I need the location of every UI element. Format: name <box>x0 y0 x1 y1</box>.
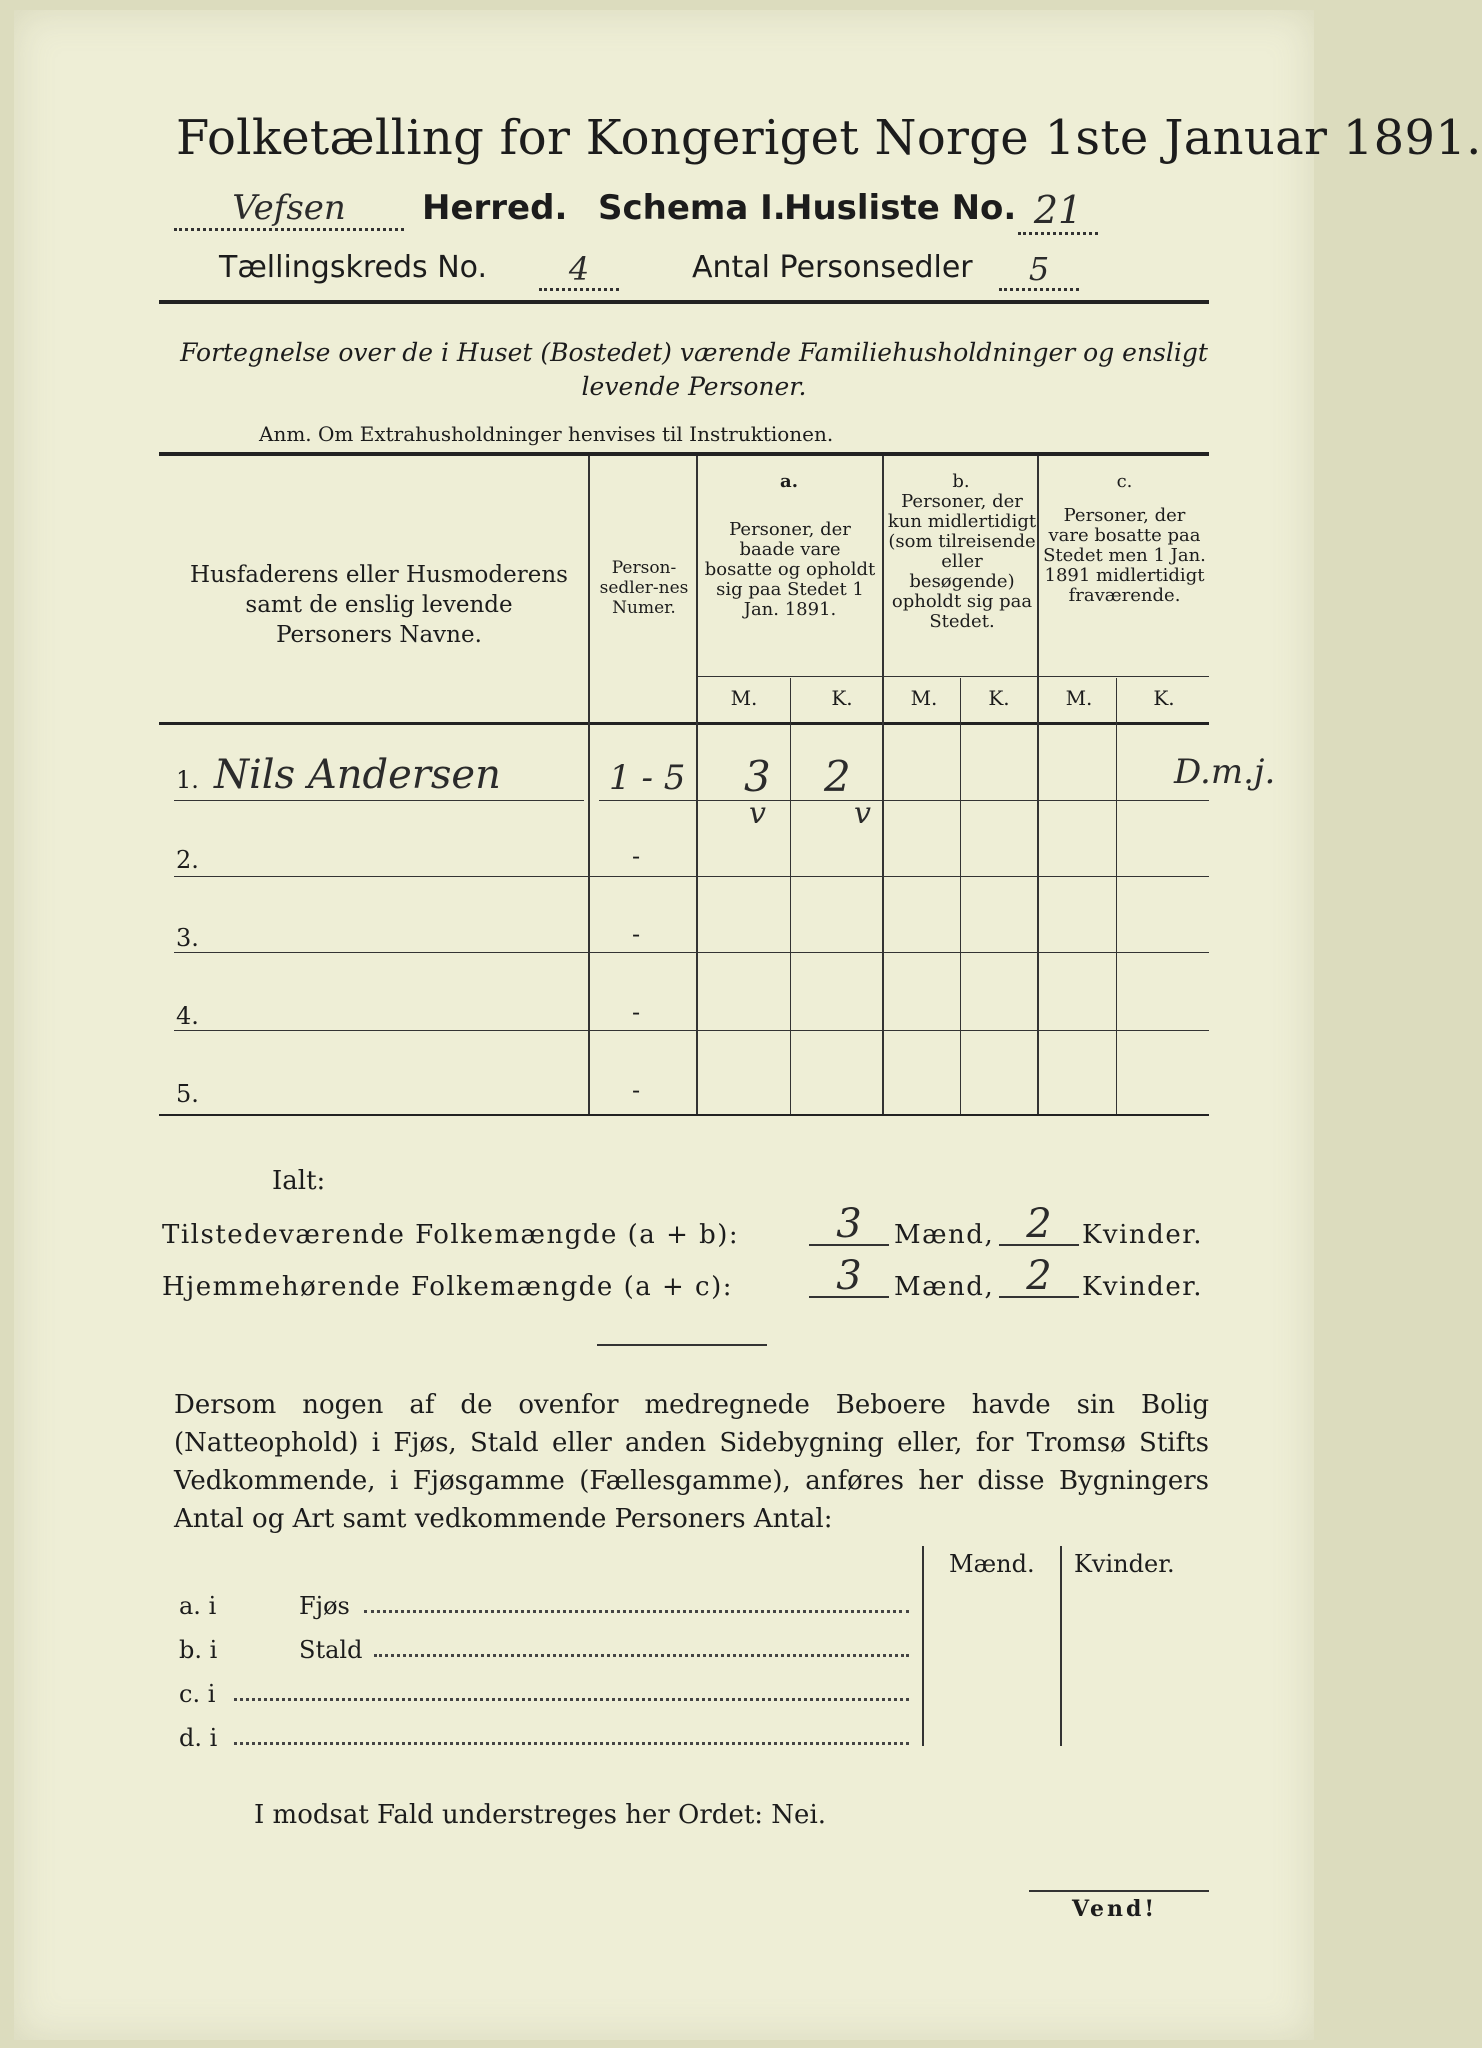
building-name: Stald <box>299 1636 363 1664</box>
row-line <box>174 1030 1209 1031</box>
hjemme-kvinder: Kvinder. <box>1082 1272 1204 1302</box>
mk-divider <box>960 678 961 1116</box>
row-personsedler: - <box>632 920 641 948</box>
row-a-m-check: v <box>749 796 766 831</box>
building-letter: d. i <box>179 1724 218 1752</box>
building-dots <box>234 1742 909 1745</box>
herred-value: Vefsen <box>174 188 404 231</box>
mk-rule <box>697 676 1209 677</box>
row-personsedler: - <box>632 998 641 1026</box>
husliste-label: Husliste No. <box>784 188 1017 228</box>
row-a-k: 2 <box>824 752 851 801</box>
kreds-value: 4 <box>539 250 619 291</box>
table-bottom-rule <box>159 1114 1209 1116</box>
header-b-k: K. <box>988 686 1010 710</box>
mk-divider <box>790 678 791 1116</box>
row-personsedler: - <box>632 1076 641 1104</box>
section-divider <box>597 1344 767 1346</box>
margin-note: D.m.j. <box>1174 752 1276 792</box>
building-col-divider <box>922 1546 924 1746</box>
anm-note: Anm. Om Extrahusholdninger henvises til Instruktionen. <box>259 422 834 446</box>
building-dots <box>364 1610 909 1613</box>
row-line <box>174 800 584 801</box>
herred-label: Herred. <box>422 188 568 228</box>
row-number: 2. <box>176 846 199 874</box>
census-form <box>14 10 1482 2040</box>
vend-rule <box>1029 1890 1209 1892</box>
row-a-m: 3 <box>744 752 771 801</box>
row-number: 4. <box>176 1002 199 1030</box>
antal-value: 5 <box>999 250 1079 291</box>
col-divider <box>588 456 590 1116</box>
schema-label: Schema I. <box>598 188 786 228</box>
header-personsedler: Person-sedler-nes Numer. <box>599 558 689 618</box>
col-divider <box>882 456 884 1116</box>
vend-label: Vend! <box>1072 1896 1158 1922</box>
tilstede-label: Tilstedeværende Folkemængde (a + b): <box>162 1220 740 1250</box>
header-c: Personer, der vare bosatte paa Stedet men 1 Jan. 1891 midlertidigt fraværende. <box>1043 505 1206 606</box>
row-number: 1. <box>176 766 199 794</box>
tilstede-kvinder: Kvinder. <box>1082 1220 1204 1250</box>
kvinder-header: Kvinder. <box>1074 1550 1175 1578</box>
header-b-m: M. <box>910 686 938 710</box>
kreds-label: Tællingskreds No. <box>219 250 487 285</box>
mk-divider <box>1116 678 1117 1116</box>
header-a-letter: a. <box>780 471 798 492</box>
tilstede-m: 3 <box>809 1204 889 1246</box>
building-dots <box>374 1654 909 1657</box>
header-name: Husfaderens eller Husmoderens samt de enslig levende Personers Navne. <box>190 562 568 648</box>
header-c-m: M. <box>1065 686 1093 710</box>
hjemme-k: 2 <box>999 1256 1079 1298</box>
row-name: Nils Andersen <box>214 752 501 798</box>
building-paragraph: Dersom nogen af de ovenfor medregnede Beboere havde sin Bolig (Natteophold) i Fjøs, Stald eller anden Sidebygning eller, for Tromsø Stifts Vedkommende, i Fjøsgamme (Fællesgamme), anføres her disse Bygningers Antal og Art samt vedkommende Personers Antal: <box>174 1390 1209 1534</box>
ialt-label: Ialt: <box>272 1166 326 1196</box>
building-letter: c. i <box>179 1680 216 1708</box>
tilstede-k: 2 <box>999 1204 1079 1246</box>
header-a-k: K. <box>831 686 853 710</box>
husliste-value: 21 <box>1018 188 1098 235</box>
maend-header: Mænd. <box>949 1550 1035 1578</box>
row-line <box>599 800 1209 801</box>
antal-label: Antal Personsedler <box>692 250 973 285</box>
row-personsedler: 1 - 5 <box>609 758 686 798</box>
header-b: Personer, der kun midlertidigt (som tilreisende eller besøgende) opholdt sig paa Stedet. <box>887 491 1037 632</box>
row-a-k-check: v <box>854 796 871 831</box>
building-letter: a. i <box>179 1592 217 1620</box>
building-dots <box>234 1698 909 1701</box>
col-divider <box>696 456 698 1116</box>
modsat-note: I modsat Fald understreges her Ordet: Nei. <box>254 1800 827 1830</box>
header-rule <box>159 300 1209 304</box>
description: Fortegnelse over de i Huset (Bostedet) værende Familiehusholdninger og ensligt levende Personer. <box>180 338 1208 401</box>
header-c-k: K. <box>1153 686 1175 710</box>
building-letter: b. i <box>179 1636 218 1664</box>
header-c-letter: c. <box>1116 471 1133 492</box>
row-number: 3. <box>176 924 199 952</box>
hjemme-label: Hjemmehørende Folkemængde (a + c): <box>162 1272 733 1302</box>
row-number: 5. <box>176 1080 199 1108</box>
header-a-m: M. <box>730 686 758 710</box>
form-title: Folketælling for Kongeriget Norge 1ste Januar 1891. <box>176 110 1482 166</box>
building-name: Fjøs <box>299 1592 350 1620</box>
hjemme-m: 3 <box>809 1256 889 1298</box>
building-col-divider <box>1060 1546 1062 1746</box>
row-line <box>174 876 1209 877</box>
row-line <box>174 952 1209 953</box>
tilstede-maend: Mænd, <box>894 1220 995 1250</box>
header-a: Personer, der baade vare bosatte og opholdt sig paa Stedet 1 Jan. 1891. <box>704 519 876 620</box>
row-personsedler: - <box>632 842 641 870</box>
herred-line <box>174 188 404 231</box>
header-b-letter: b. <box>952 471 970 492</box>
table-header-rule <box>159 722 1209 725</box>
table-top-rule <box>159 452 1209 456</box>
hjemme-maend: Mænd, <box>894 1272 995 1302</box>
